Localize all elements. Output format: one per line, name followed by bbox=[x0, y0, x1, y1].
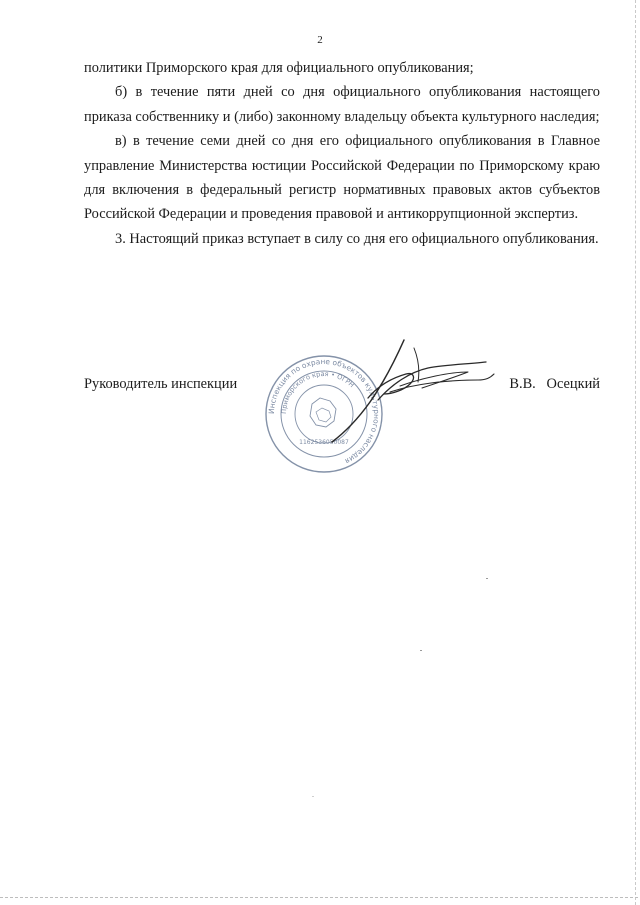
stamp-ogrn: 1162536050087 bbox=[299, 439, 349, 446]
paragraph-item-b: б) в течение пяти дней со дня официального опубликования настоящего приказа собственнику и (либо) законному владельцу объекта культурного наследия; bbox=[84, 84, 600, 125]
scan-speck bbox=[420, 650, 422, 651]
scan-speck bbox=[486, 578, 488, 579]
scan-speck bbox=[312, 796, 314, 797]
signatory-position: Руководитель инспекции bbox=[84, 376, 238, 392]
scan-bottom-line bbox=[0, 897, 640, 898]
page-number: 2 bbox=[317, 34, 323, 46]
paragraph-item-v: в) в течение семи дней со дня его официального опубликования в Главное управление Министерства юстиции Российской Федерации по Приморскому краю для включения в федеральный регистр нормативных правовых актов субъектов Российской Федерации и проведения правовой и антикоррупционной экспертиз. bbox=[84, 133, 600, 223]
document-body bbox=[84, 56, 600, 251]
scan-edge-line bbox=[634, 0, 636, 905]
handwritten-signature bbox=[318, 338, 508, 448]
signatory-name: В.В. Осецкий bbox=[509, 376, 600, 392]
paragraph-clause-3: 3. Настоящий приказ вступает в силу со дня его официального опубликования. bbox=[115, 230, 599, 247]
paragraph-continuation: политики Приморского края для официального опубликования; bbox=[84, 60, 474, 76]
stamp-outer-text: Инспекция по охране объектов культурного наследия bbox=[266, 356, 382, 466]
stamp-inner-text: Приморского края • ОГРН bbox=[279, 369, 356, 415]
